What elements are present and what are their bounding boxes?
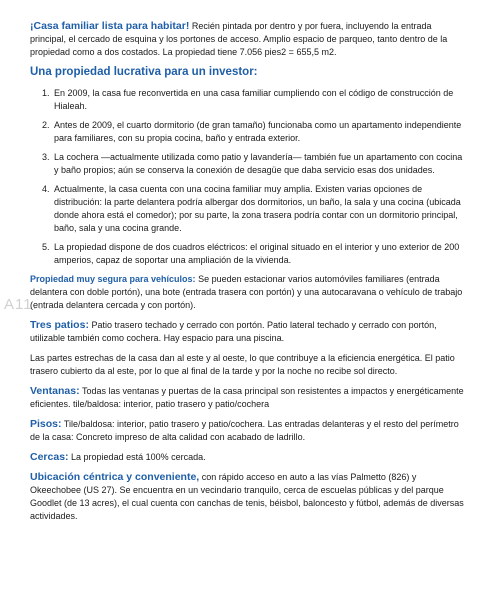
parking-heading: Propiedad muy segura para vehículos: — [30, 274, 196, 284]
parking-paragraph — [30, 273, 464, 312]
location-paragraph — [30, 471, 464, 523]
list-item: 5. La propiedad dispone de dos cuadros eléctricos: el original situado en el interior y uno exterior de 200 amperios, capaz de soportar una ampliación de la vivienda. — [52, 241, 464, 267]
fences-heading: Cercas: — [30, 451, 69, 463]
location-text: con rápido acceso en auto a las vías Palmetto (826) y Okeechobee (US 27). Se encuentra en un vecindario tranquilo, cerca de escuelas públicas y del parque Goodlet (de 13 acres), el cual cuenta con canchas de tenis, béisbol, baloncesto y fútbol, además de diversas actividades. — [30, 472, 464, 521]
list-item: 4. Actualmente, la casa cuenta con una cocina familiar muy amplia. Existen varias opciones de distribución: la parte delantera podría albergar dos dormitorios, un baño, la sala y una cocina (ubicada donde ahora está el comedor); por su parte, la zona trasera podría contar con un dormitorio principal, baño, sala y una cocina grande. — [52, 183, 464, 235]
fences-paragraph — [30, 451, 464, 464]
intro-paragraph — [30, 20, 464, 59]
floors-paragraph — [30, 418, 464, 444]
patios-text: Patio trasero techado y cerrado con portón. Patio lateral techado y cerrado con portón, utilizable también como cochera. Hay espacio para una piscina. — [30, 320, 437, 343]
floors-text: Tile/baldosa: interior, patio trasero y patio/cochera. Las entradas delanteras y el resto del perímetro de la casa: Concreto impreso de alta calidad con acabado de ladrillo. — [30, 419, 459, 442]
floors-heading: Pisos: — [30, 418, 62, 430]
watermark: A11... — [4, 296, 49, 313]
list-item: 2. Antes de 2009, el cuarto dormitorio (de gran tamaño) funcionaba como un apartamento independiente para familiares, con su propia cocina, baño y entrada exterior. — [52, 119, 464, 145]
fences-text: La propiedad está 100% cercada. — [68, 452, 206, 462]
investor-list — [30, 87, 464, 267]
patios-paragraph — [30, 319, 464, 345]
intro-heading: ¡Casa familiar lista para habitar! — [30, 20, 190, 32]
patios-heading: Tres patios: — [30, 319, 89, 331]
windows-paragraph — [30, 385, 464, 411]
efficiency-paragraph: Las partes estrechas de la casa dan al este y al oeste, lo que contribuye a la eficiencia energética. El patio trasero cubierto da al este, por lo que al final de la tarde y por la noche no recibe sol directo. — [30, 353, 455, 376]
windows-heading: Ventanas: — [30, 385, 80, 397]
windows-text: Todas las ventanas y puertas de la casa principal son resistentes a impactos y energéticamente eficientes. tile/baldosa: interior, patio trasero y patio/cochera — [30, 386, 464, 409]
investor-heading: Una propiedad lucrativa para un investor: — [30, 66, 258, 78]
list-item: 3. La cochera —actualmente utilizada como patio y lavandería— también fue un apartamento con cocina y baño propios; aún se conserva la conexión de desagüe que daba servicio esas dos unidades. — [52, 151, 464, 177]
list-item: 1. En 2009, la casa fue reconvertida en una casa familiar cumpliendo con el código de construcción de Hialeah. — [52, 87, 464, 113]
intro-text: Recién pintada por dentro y por fuera, incluyendo la entrada principal, el cercado de esquina y los portones de acceso. Amplio espacio de parqueo, tanto dentro de la propiedad como a dos costados. La propiedad tiene 7.056 pies2 = 655,5 m2. — [30, 21, 448, 57]
parking-text: Se pueden estacionar varios automóviles familiares (entrada delantera con doble portón), una bote (entrada trasera con portón) y una autocaravana o vehículo de trabajo (entrada delantera cercada y con portón). — [30, 274, 463, 310]
location-heading: Ubicación céntrica y conveniente, — [30, 471, 200, 483]
